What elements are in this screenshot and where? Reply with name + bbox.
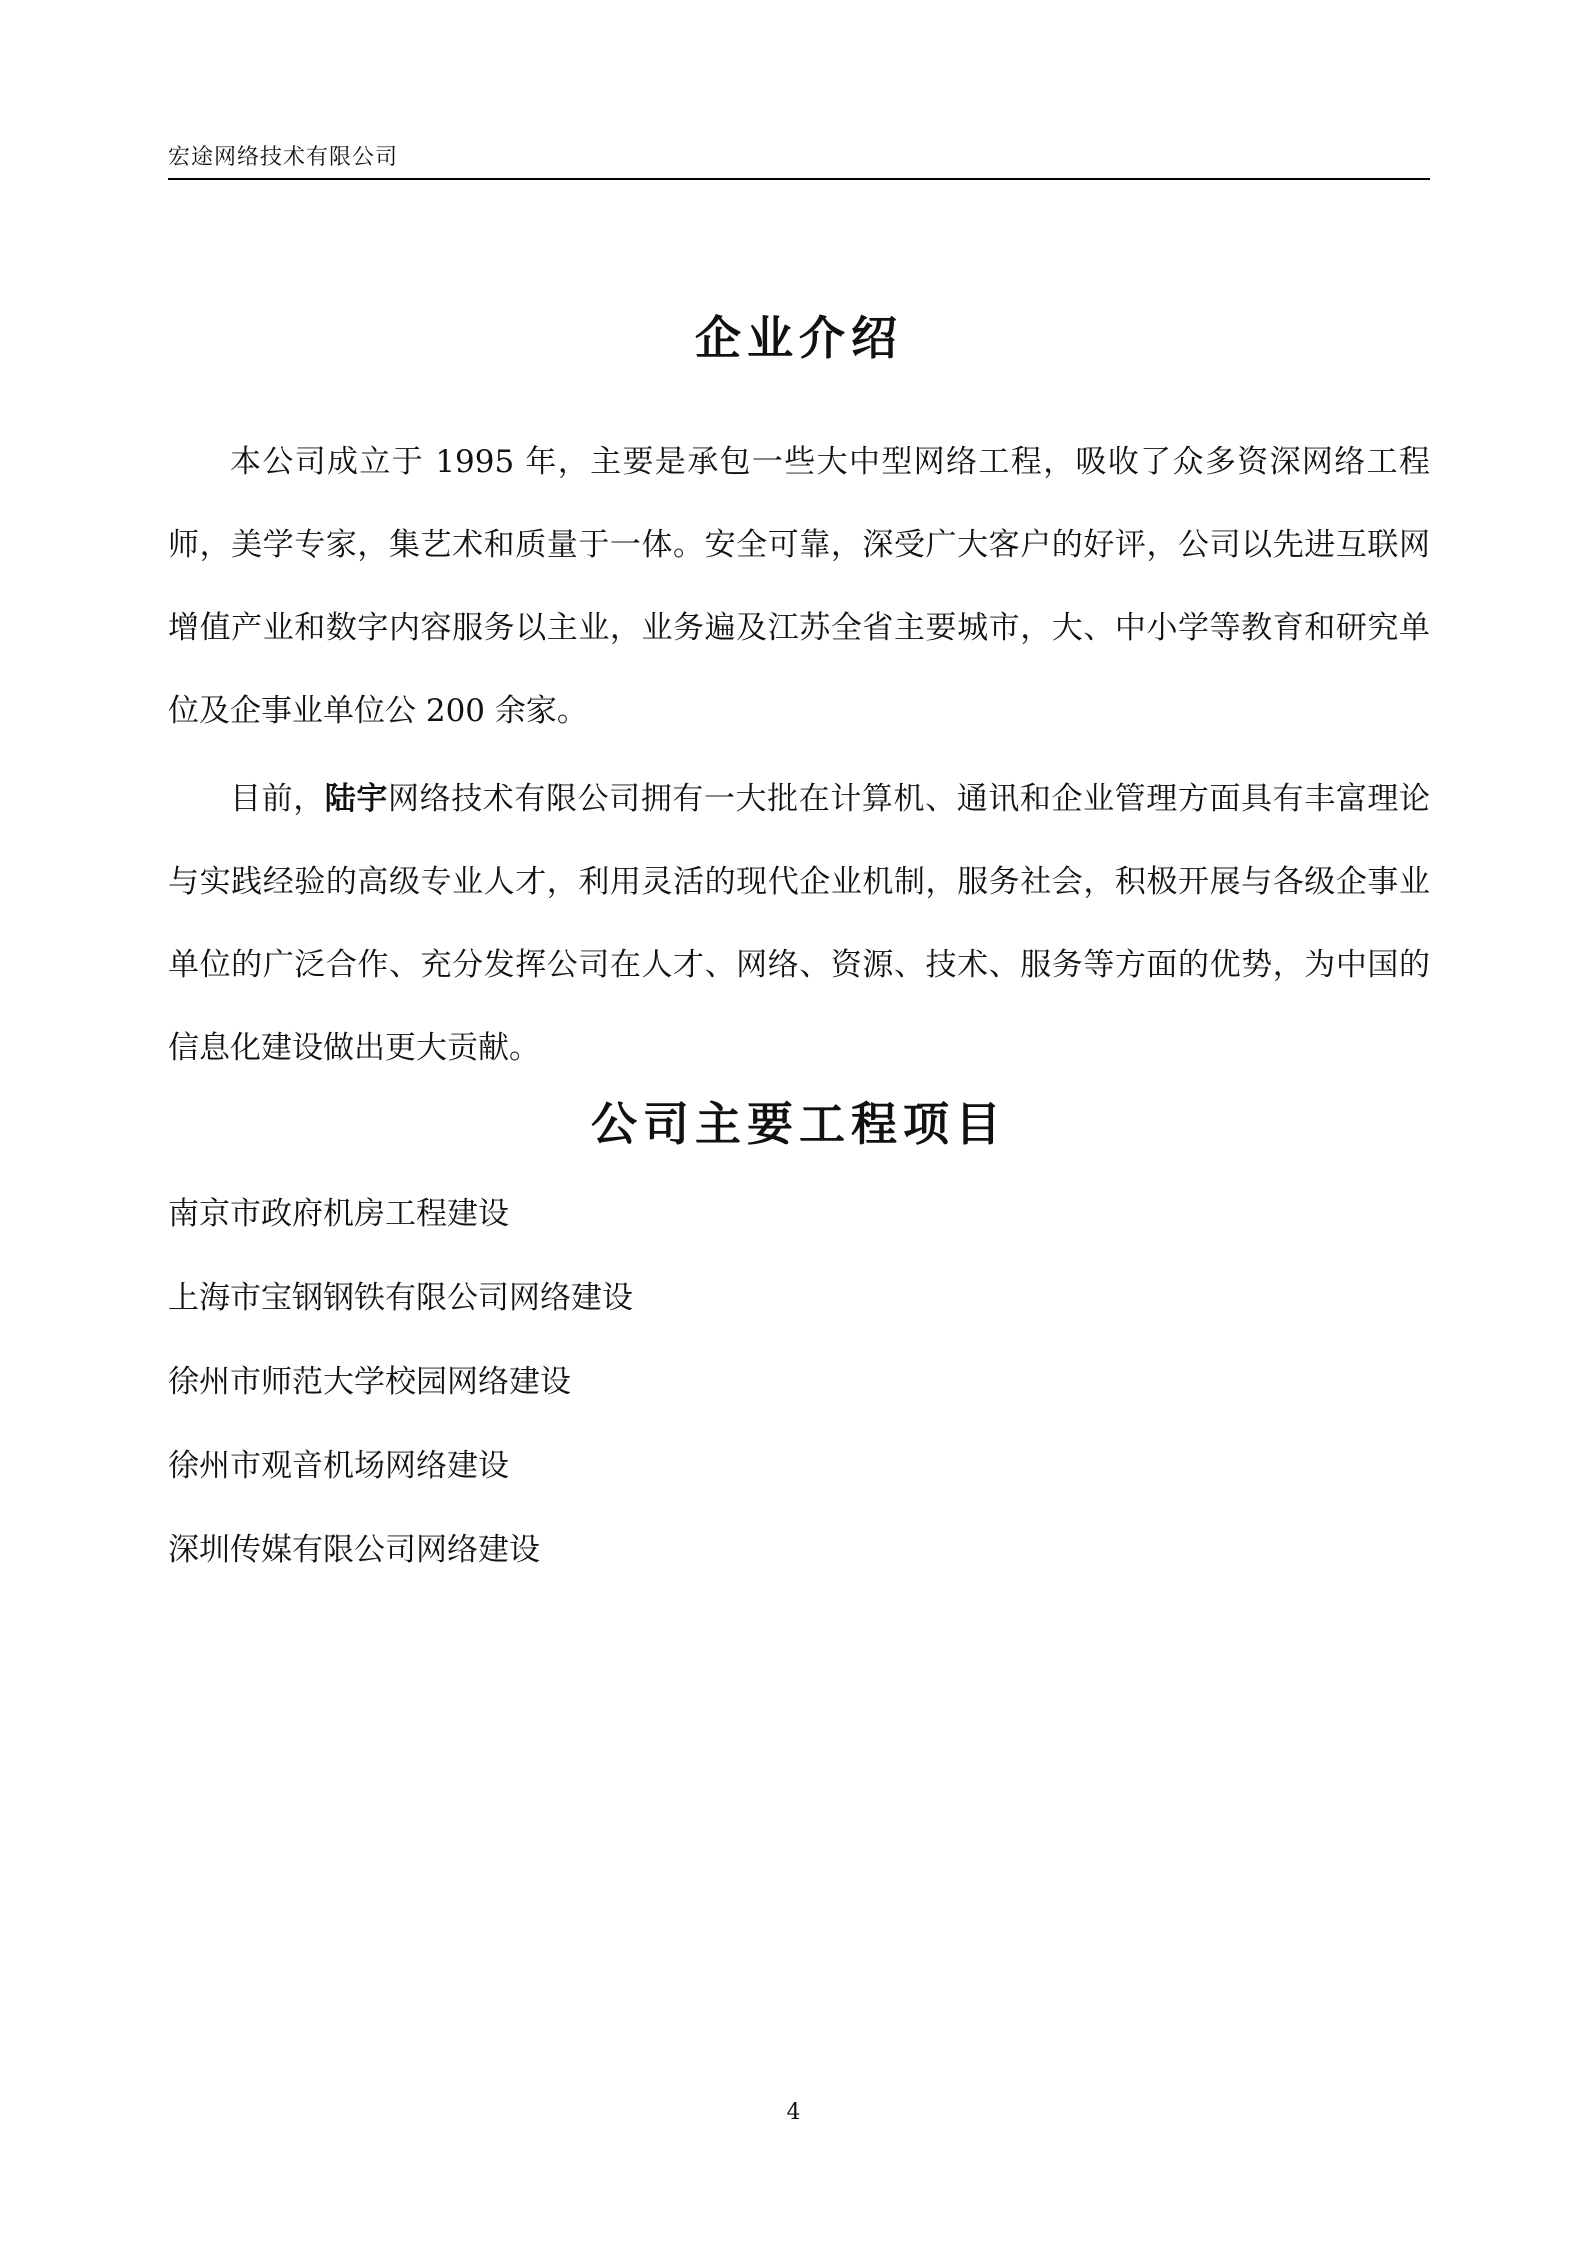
header-company-name: 宏途网络技术有限公司 xyxy=(168,145,399,170)
page-header xyxy=(168,138,1430,180)
project-item: 徐州市观音机场网络建设 xyxy=(168,1448,509,1484)
intro-title: 企业介绍 xyxy=(695,311,903,365)
project-item: 上海市宝钢钢铁有限公司网络建设 xyxy=(168,1280,633,1316)
project-item: 徐州市师范大学校园网络建设 xyxy=(168,1364,571,1400)
intro-paragraph-1: 本公司成立于 1995 年，主要是承包一些大中型网络工程，吸收了众多资深网络工程师，美学专家，集艺术和质量于一体。安全可靠，深受广大客户的好评，公司以先进互联网增值产业和数字内容服务以主业，业务遍及江苏全省主要城市，大、中小学等教育和研究单位及企事业单位公 200 余家。 xyxy=(168,444,1430,729)
paragraph-2-prefix: 目前， xyxy=(230,781,325,817)
paragraph-2-rest: 网络技术有限公司拥有一大批在计算机、通讯和企业管理方面具有丰富理论与实践经验的高级专业人才，利用灵活的现代企业机制，服务社会，积极开展与各级企事业单位的广泛合作、充分发挥公司在人才、网络、资源、技术、服务等方面的优势，为中国的信息化建设做出更大贡献。 xyxy=(168,781,1431,1066)
highlighted-company-name: 陆宇 xyxy=(324,781,388,817)
projects-title: 公司主要工程项目 xyxy=(591,1097,1007,1151)
page-number: 4 xyxy=(786,2100,801,2125)
project-list xyxy=(168,1172,1430,1592)
project-item: 南京市政府机房工程建设 xyxy=(168,1196,509,1232)
intro-paragraph-2 xyxy=(168,758,1430,1090)
project-item: 深圳传媒有限公司网络建设 xyxy=(168,1532,540,1568)
